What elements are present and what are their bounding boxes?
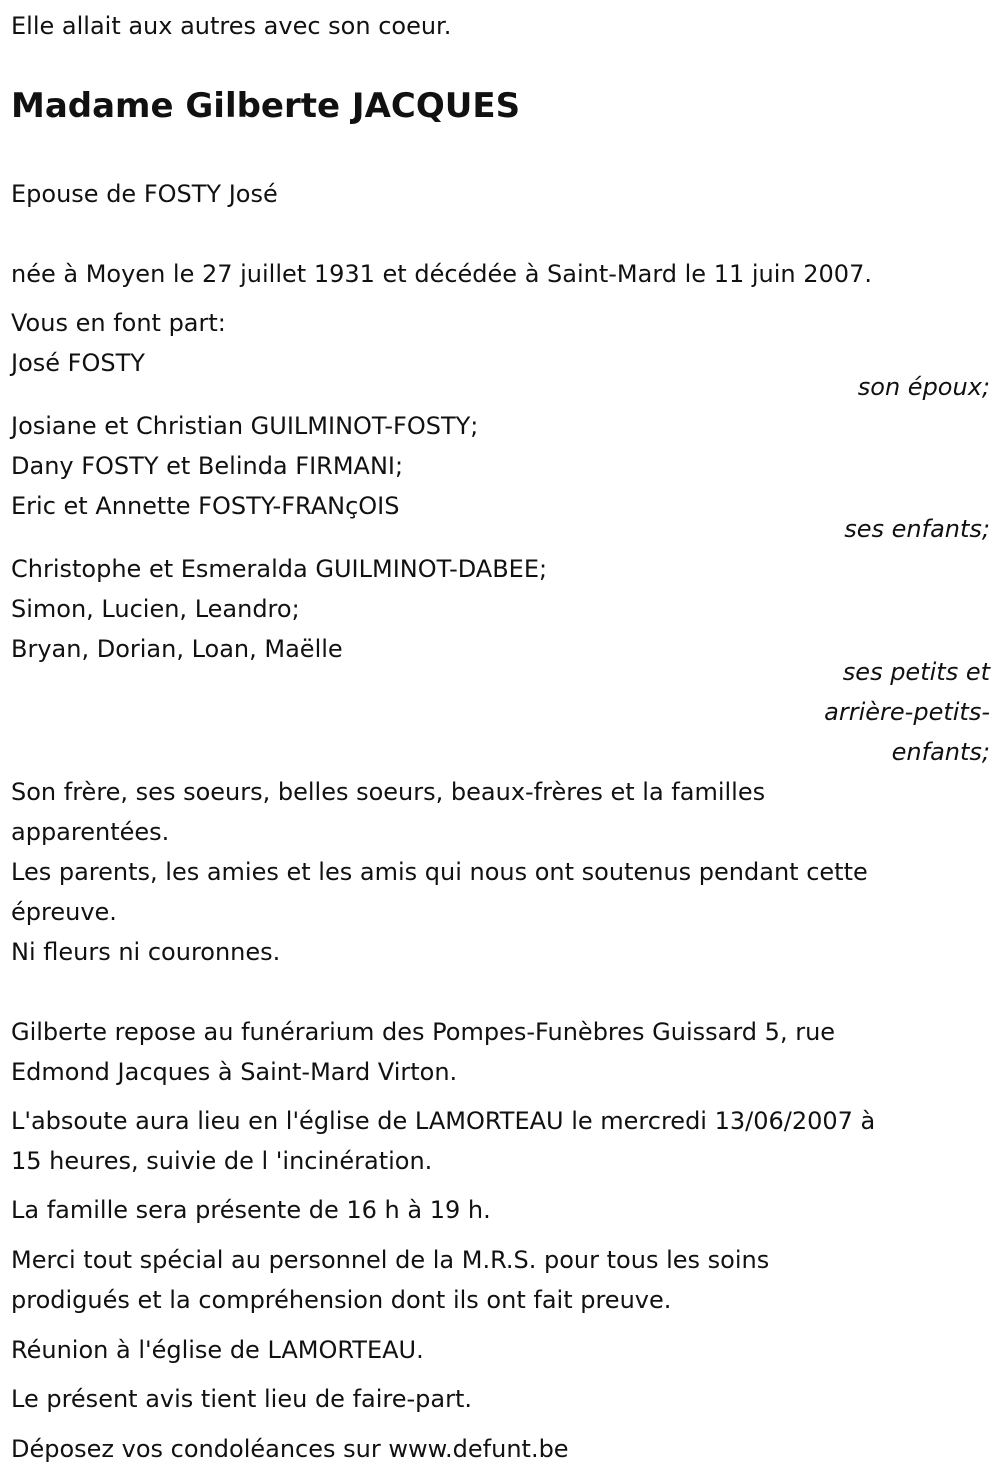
funerarium-line: Edmond Jacques à Saint-Mard Virton. (11, 1058, 458, 1086)
funerarium-line: Gilberte repose au funérarium des Pompes-Funèbres Guissard 5, rue (11, 1018, 836, 1046)
children-role: ses enfants; (844, 515, 990, 543)
family-line: Son frère, ses soeurs, belles soeurs, beaux-frères et la familles (11, 778, 766, 806)
child-name: Dany FOSTY et Belinda FIRMANI; (11, 452, 404, 480)
family-line: épreuve. (11, 898, 117, 926)
family-line: Ni fleurs ni couronnes. (11, 938, 281, 966)
spouse-line: Epouse de FOSTY José (11, 180, 278, 208)
grandchild-name: Christophe et Esmeralda GUILMINOT-DABEE; (11, 555, 548, 583)
family-line: Les parents, les amies et les amis qui nous ont soutenus pendant cette (11, 858, 868, 886)
thanks-line: prodigués et la compréhension dont ils ont fait preuve. (11, 1286, 672, 1314)
grandchildren-role-line: enfants; (891, 738, 990, 766)
child-name: Josiane et Christian GUILMINOT-FOSTY; (11, 412, 479, 440)
family-presence: La famille sera présente de 16 h à 19 h. (11, 1196, 491, 1224)
epigraph: Elle allait aux autres avec son coeur. (11, 12, 452, 40)
birth-death-line: née à Moyen le 27 juillet 1931 et décédée à Saint-Mard le 11 juin 2007. (11, 260, 872, 288)
absoute-line: 15 heures, suivie de l 'incinération. (11, 1147, 433, 1175)
thanks-line: Merci tout spécial au personnel de la M.R.S. pour tous les soins (11, 1246, 770, 1274)
absoute-line: L'absoute aura lieu en l'église de LAMORTEAU le mercredi 13/06/2007 à (11, 1107, 876, 1135)
notice-line: Le présent avis tient lieu de faire-part. (11, 1385, 473, 1413)
grandchildren-role-line: arrière-petits- (824, 698, 990, 726)
grandchild-name: Bryan, Dorian, Loan, Maëlle (11, 635, 343, 663)
grandchild-name: Simon, Lucien, Leandro; (11, 595, 300, 623)
child-name: Eric et Annette FOSTY-FRANçOIS (11, 492, 400, 520)
page-title: Madame Gilberte JACQUES (11, 86, 521, 126)
family-line: apparentées. (11, 818, 170, 846)
grandchildren-role-line: ses petits et (842, 658, 990, 686)
condolences-line: Déposez vos condoléances sur www.defunt.be (11, 1435, 569, 1463)
announce-intro: Vous en font part: (11, 309, 226, 337)
meeting-line: Réunion à l'église de LAMORTEAU. (11, 1336, 424, 1364)
husband-name: José FOSTY (11, 349, 145, 377)
husband-role: son époux; (857, 373, 990, 401)
